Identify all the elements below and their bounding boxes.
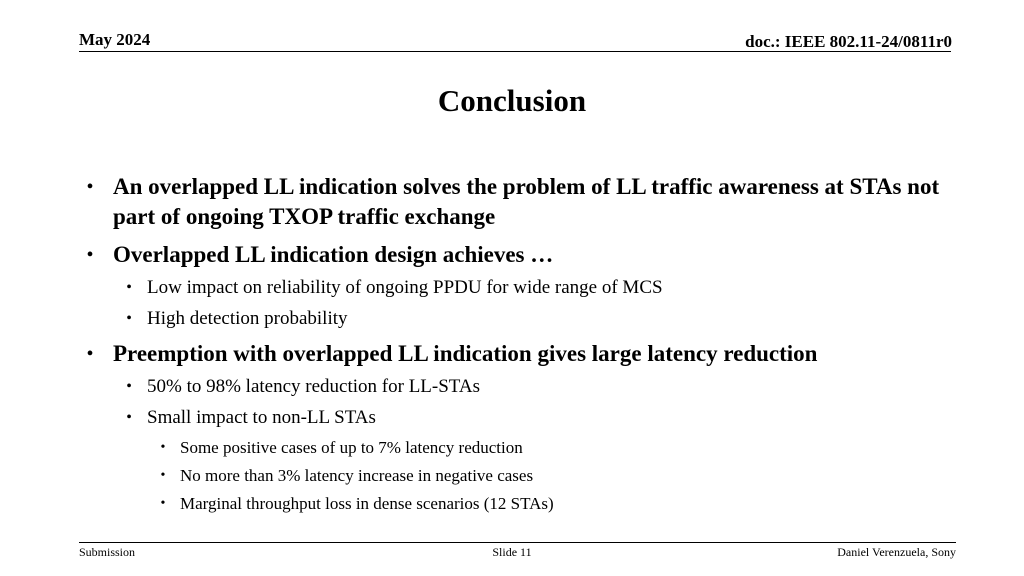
footer-divider xyxy=(79,542,956,543)
footer-author: Daniel Verenzuela, Sony xyxy=(837,545,956,559)
sub-bullet-marker: • xyxy=(126,279,132,296)
slide-title: Conclusion xyxy=(437,83,587,118)
bullet-marker: • xyxy=(86,343,94,365)
sub-bullet-marker: • xyxy=(126,378,132,395)
footer-slide-number: Slide 11 xyxy=(492,545,532,559)
sub-sub-bullet-item: No more than 3% latency increase in negative cases xyxy=(180,466,534,485)
footer-submission: Submission xyxy=(79,545,136,559)
bullet-item: Preemption with overlapped LL indication gives large latency reduction xyxy=(113,341,818,366)
header-doc-id: doc.: IEEE 802.11-24/0811r0 xyxy=(745,32,952,51)
sub-sub-bullet-marker: • xyxy=(160,496,166,511)
header-date: May 2024 xyxy=(79,30,151,49)
bullet-item: An overlapped LL indication solves the problem of LL traffic awareness at STAs not part of ongoing TXOP traffic exchange xyxy=(113,174,940,229)
bullet-marker: • xyxy=(86,244,94,266)
sub-bullet-item: Low impact on reliability of ongoing PPDU for wide range of MCS xyxy=(147,277,663,298)
sub-sub-bullet-item: Marginal throughput loss in dense scenarios (12 STAs) xyxy=(180,494,554,513)
sub-bullet-item: High detection probability xyxy=(147,308,348,329)
sub-bullet-marker: • xyxy=(126,310,132,327)
sub-bullet-marker: • xyxy=(126,409,132,426)
bullet-marker: • xyxy=(86,176,94,198)
bullet-item: Overlapped LL indication design achieves … xyxy=(113,242,554,267)
sub-bullet-item: Small impact to non-LL STAs xyxy=(147,407,376,428)
sub-sub-bullet-marker: • xyxy=(160,468,166,483)
sub-bullet-item: 50% to 98% latency reduction for LL-STAs xyxy=(147,376,481,397)
sub-sub-bullet-item: Some positive cases of up to 7% latency reduction xyxy=(180,438,523,457)
sub-sub-bullet-marker: • xyxy=(160,440,166,455)
